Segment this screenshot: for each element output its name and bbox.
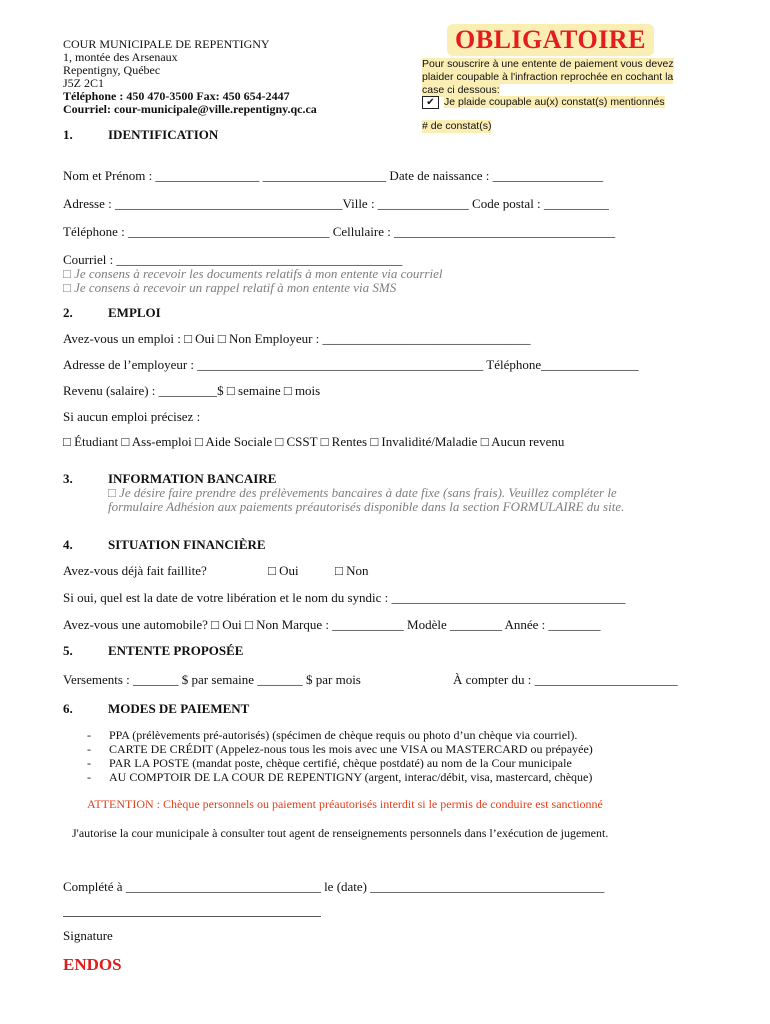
constats-label: # de constat(s) [422,120,492,132]
court-address: 1, montée des Arsenaux [63,50,178,64]
list-item: - PPA (prélèvements pré-autorisés) (spécimen de chèque requis ou photo d’un chèque via courriel). [87,728,578,742]
section-2-title: EMPLOI [108,305,161,320]
section-5-title: ENTENTE PROPOSÉE [108,643,244,658]
section-3-number: 3. [63,471,73,486]
signature-label: Signature [63,928,113,943]
court-city: Repentigny, Québec [63,63,161,77]
bank-withdrawal-checkbox[interactable]: □ Je désire faire prendre des prélèvements bancaires à date fixe (sans frais). Veuillez compléter le [108,485,617,500]
court-phone-fax: Téléphone : 450 470-3500 Fax: 450 654-2447 [63,89,290,103]
bankruptcy-yes-checkbox[interactable]: □ Oui [268,563,299,578]
no-employment-label: Si aucun emploi précisez : [63,409,201,424]
section-4-title: SITUATION FINANCIÈRE [108,537,266,552]
court-name: COUR MUNICIPALE DE REPENTIGNY [63,37,270,51]
authorization-statement: J'autorise la cour municipale à consulter tout agent de renseignements personnels dans l’exécution de jugement. [72,826,609,840]
list-item: - PAR LA POSTE (mandat poste, chèque certifié, chèque postdaté) au nom de la Cour municipale [87,756,572,770]
section-3-title: INFORMATION BANCAIRE [108,471,277,486]
endos-label: ENDOS [63,955,122,974]
income-source-options[interactable]: □ Étudiant □ Ass-emploi □ Aide Sociale □ CSST □ Rentes □ Invalidité/Maladie □ Aucun revenu [63,434,565,449]
list-item: - CARTE DE CRÉDIT (Appelez-nous tous les mois avec une VISA ou MASTERCARD ou prépayée) [87,742,593,756]
court-postal-code: J5Z 2C1 [63,76,105,90]
payments-line[interactable]: Versements : _______ $ par semaine _______ $ par mois [63,672,361,687]
court-email: Courriel: cour-municipale@ville.repentigny.qc.ca [63,102,317,116]
section-6-title: MODES DE PAIEMENT [108,701,250,716]
automobile-line[interactable]: Avez-vous une automobile? □ Oui □ Non Marque : ___________ Modèle ________ Année : ________ [63,617,601,632]
email-line[interactable]: Courriel : ____________________________________________ [63,252,403,267]
section-2-number: 2. [63,305,73,320]
plea-note-line2: plaider coupable à l'infraction reprochée en cochant la [422,71,674,83]
attention-warning: ATTENTION : Chèque personnels ou paiement préautorisés interdit si le permis de conduire est sanctionné [87,797,603,811]
completed-at-line[interactable]: Complété à ______________________________ le (date) ____________________________________ [63,879,605,894]
signature-line[interactable] [63,916,321,917]
income-line[interactable]: Revenu (salaire) : _________$ □ semaine □ mois [63,383,321,398]
plea-note-line1: Pour souscrire à une entente de paiement vous devez [422,58,674,70]
list-item: - AU COMPTOIR DE LA COUR DE REPENTIGNY (argent, interac/débit, visa, mastercard, chèque) [87,770,593,784]
employment-line[interactable]: Avez-vous un emploi : □ Oui □ Non Employeur : ________________________________ [63,331,531,346]
section-5-number: 5. [63,643,73,658]
plea-checkbox[interactable]: ✔ [422,96,439,109]
section-1-number: 1. [63,127,73,142]
syndic-line[interactable]: Si oui, quel est la date de votre libération et le nom du syndic : ____________________________________ [63,590,626,605]
plea-checkbox-row [422,96,665,109]
bankruptcy-question: Avez-vous déjà fait faillite? [63,563,207,578]
phone-line[interactable]: Téléphone : _______________________________ Cellulaire : __________________________________ [63,224,616,239]
section-6-number: 6. [63,701,73,716]
start-date-line[interactable]: À compter du : ______________________ [453,672,678,687]
consent-sms-checkbox[interactable]: □ Je consens à recevoir un rappel relatif à mon entente via SMS [63,280,397,295]
bankruptcy-no-checkbox[interactable]: □ Non [335,563,369,578]
name-dob-line[interactable]: Nom et Prénom : ________________ ___________________ Date de naissance : _________________ [63,168,604,183]
employer-address-line[interactable]: Adresse de l’employeur : ____________________________________________ Téléphone_______________ [63,357,639,372]
consent-email-checkbox[interactable]: □ Je consens à recevoir les documents relatifs à mon entente via courriel [63,266,443,281]
obligatoire-banner: OBLIGATOIRE [447,24,654,56]
plea-label: Je plaide coupable au(x) constat(s) mentionnés [444,96,665,109]
bank-withdrawal-note: formulaire Adhésion aux paiements préautorisés disponible dans la section FORMULAIRE du site. [108,499,625,514]
section-1-title: IDENTIFICATION [108,127,219,142]
plea-note-line3: case ci dessous: [422,84,500,96]
address-line[interactable]: Adresse : ___________________________________Ville : ______________ Code postal : __________ [63,196,609,211]
section-4-number: 4. [63,537,73,552]
